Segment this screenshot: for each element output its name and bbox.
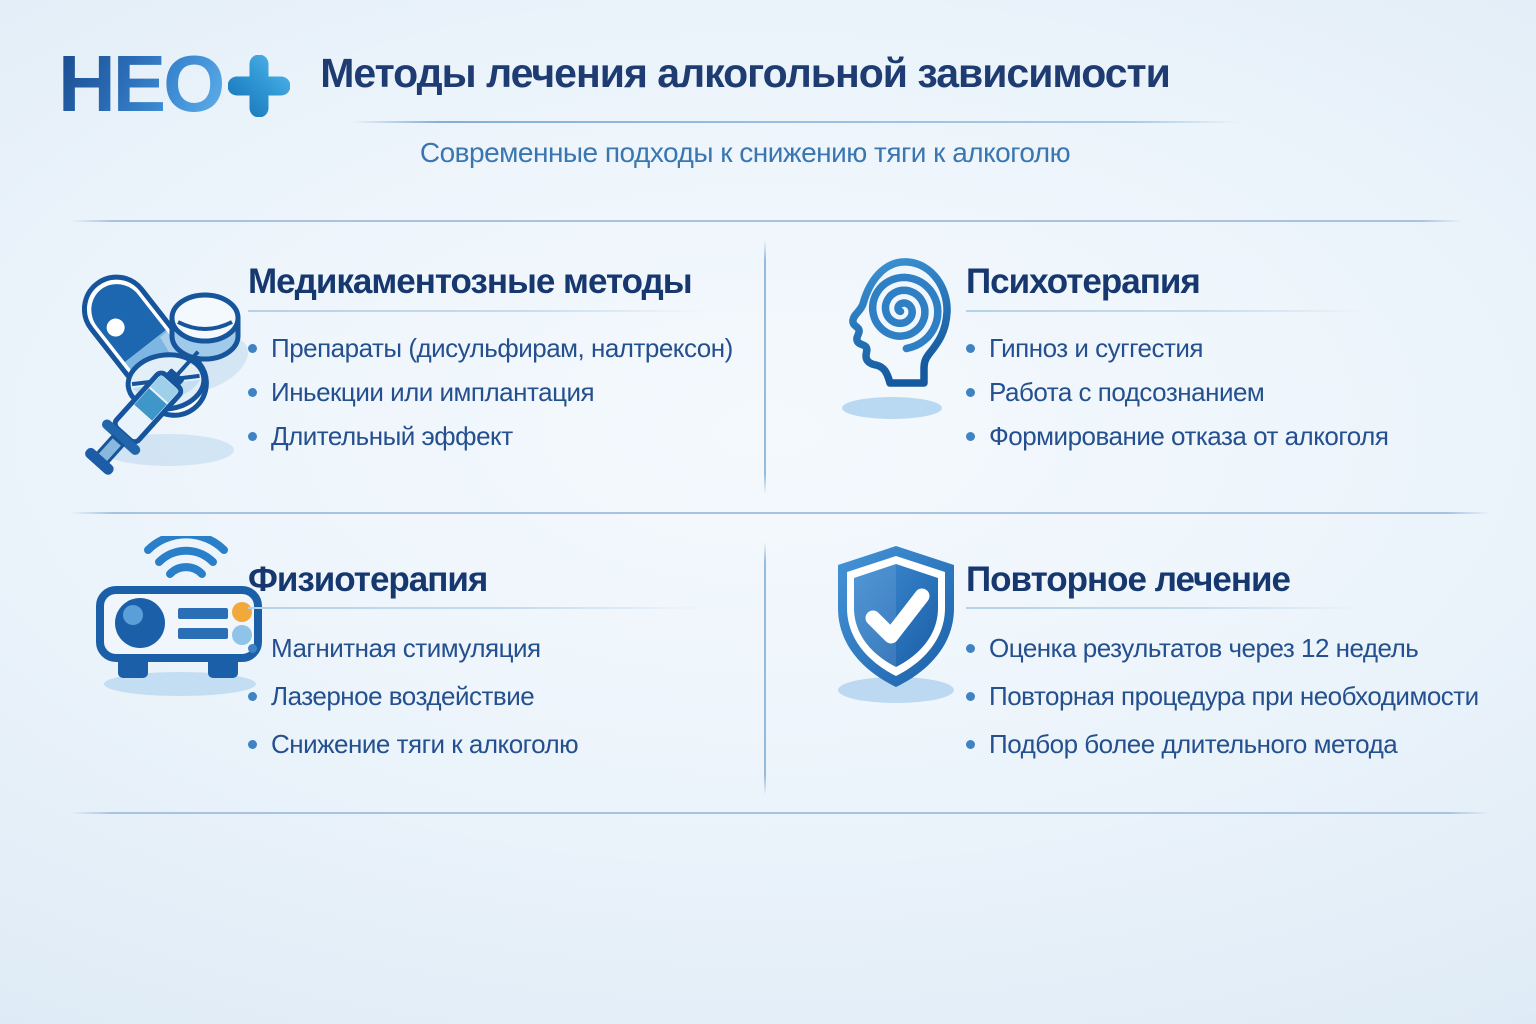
pills-syringe-icon <box>82 254 250 476</box>
logo-text: НЕО <box>58 39 223 128</box>
bullet-list-physiotherapy <box>248 624 578 768</box>
logo-plus-icon <box>228 55 290 117</box>
bullet-text: Магнитная стимуляция <box>271 632 541 663</box>
bullet-text: Гипноз и суггестия <box>989 332 1204 363</box>
bullet-dot <box>966 388 975 397</box>
bullet-text: Работа с подсознанием <box>989 376 1265 407</box>
head-spiral-icon <box>826 250 962 422</box>
bullet-dot <box>248 644 257 653</box>
horizontal-divider-middle <box>70 512 1490 514</box>
bullet-text: Лазерное воздействие <box>271 680 535 711</box>
vertical-divider-top <box>764 240 766 494</box>
bullet-dot <box>966 740 975 749</box>
bullet-dot <box>966 432 975 441</box>
bullet-text: Повторная процедура при необходимости <box>989 680 1479 711</box>
bullet-dot <box>248 432 257 441</box>
list-item <box>966 624 1479 672</box>
bullet-list-medication <box>248 326 733 458</box>
horizontal-divider-top <box>70 220 1462 222</box>
section-title-psychotherapy: Психотерапия <box>966 262 1200 301</box>
bullet-text: Длительный эффект <box>271 420 513 451</box>
bullet-dot <box>248 388 257 397</box>
list-item <box>966 720 1479 768</box>
page-title: Методы лечения алкогольной зависимости <box>320 50 1170 96</box>
list-item <box>248 624 578 672</box>
list-item <box>966 326 1388 370</box>
bullet-dot <box>966 644 975 653</box>
bullet-list-repeat-treatment <box>966 624 1479 768</box>
section-title-physiotherapy: Физиотерапия <box>248 560 488 599</box>
list-item <box>966 370 1388 414</box>
section-title-repeat-treatment: Повторное лечение <box>966 560 1291 599</box>
bullet-list-psychotherapy <box>966 326 1388 458</box>
logo <box>58 39 290 128</box>
section-rule <box>966 607 1366 609</box>
page-subtitle: Современные подходы к снижению тяги к алкоголю <box>419 137 1071 168</box>
bullet-text: Снижение тяги к алкоголю <box>271 728 579 759</box>
list-item <box>248 720 578 768</box>
bullet-dot <box>248 692 257 701</box>
list-item <box>248 326 733 370</box>
bullet-text: Препараты (дисульфирам, налтрексон) <box>271 332 733 363</box>
list-item <box>248 414 733 458</box>
bullet-dot <box>248 740 257 749</box>
bullet-dot <box>966 692 975 701</box>
list-item <box>248 672 578 720</box>
section-rule <box>248 607 708 609</box>
bullet-dot <box>248 344 257 353</box>
horizontal-divider-bottom <box>70 812 1490 814</box>
title-rule <box>350 121 1240 123</box>
list-item <box>966 672 1479 720</box>
section-rule <box>248 310 708 312</box>
therapy-device-icon <box>90 536 270 698</box>
vertical-divider-bottom <box>764 542 766 795</box>
section-title-medication: Медикаментозные методы <box>248 262 692 301</box>
shield-check-icon <box>826 544 966 706</box>
spiral-icon <box>873 277 938 348</box>
bullet-text: Иньекции или имплантация <box>271 376 595 407</box>
list-item <box>966 414 1388 458</box>
bullet-text: Подбор более длительного метода <box>989 728 1398 759</box>
bullet-text: Оценка результатов через 12 недель <box>989 632 1419 663</box>
bullet-dot <box>966 344 975 353</box>
bullet-text: Формирование отказа от алкоголя <box>989 420 1389 451</box>
list-item <box>248 370 733 414</box>
section-rule <box>966 310 1366 312</box>
